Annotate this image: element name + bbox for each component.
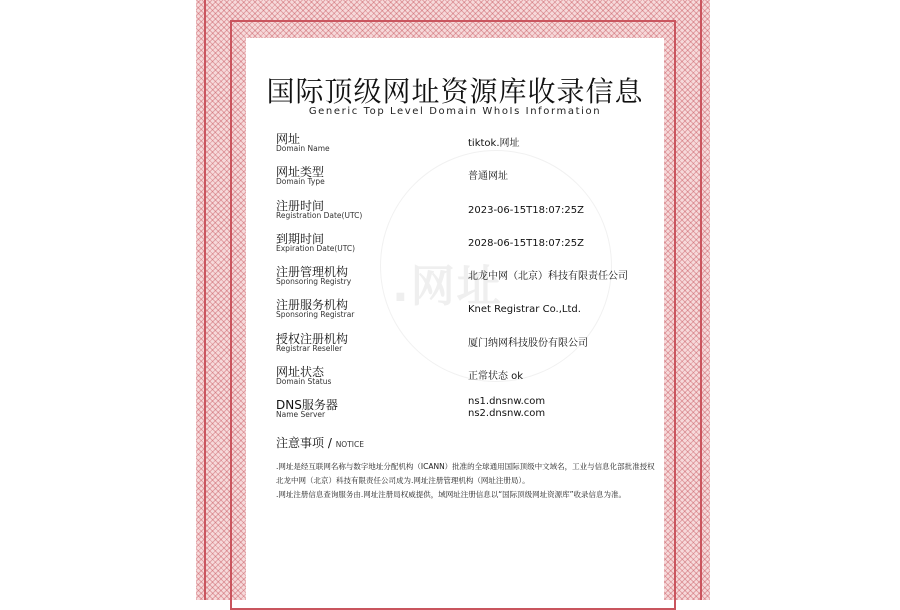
field-value-line: 普通网址: [468, 171, 508, 182]
field-label: 注册管理机构: [276, 265, 349, 279]
field-value: [468, 304, 581, 316]
field-label-en: Domain Status: [276, 377, 332, 386]
field-value: [468, 238, 584, 250]
whois-row: [276, 263, 656, 293]
field-label-en: Registration Date(UTC): [276, 211, 363, 220]
field-value: [468, 371, 523, 383]
field-label-en: Sponsoring Registry: [276, 277, 352, 286]
field-value: [468, 271, 628, 283]
watermark-text: .网址: [392, 261, 503, 312]
field-label-en: Expiration Date(UTC): [276, 244, 356, 253]
field-label-en: Name Server: [276, 410, 326, 419]
field-label: DNS服务器: [276, 398, 338, 412]
notice-paragraph: .网址注册信息查询服务由.网址注册局权威提供，域网址注册信息以“国际顶级网址资源库”收录信息为准。: [276, 490, 627, 499]
notice-title-zh: 注意事项 /: [276, 436, 332, 450]
whois-row: [276, 330, 656, 360]
field-value-line: 2028-06-15T18:07:25Z: [468, 238, 584, 249]
field-value: [468, 338, 588, 350]
whois-row: [276, 296, 656, 326]
field-value-line: 正常状态 ok: [468, 371, 524, 382]
field-value: [468, 171, 508, 183]
field-label-en: Domain Type: [276, 177, 325, 186]
whois-row: [276, 197, 656, 227]
whois-row: [276, 163, 656, 193]
field-value-line: 厦门纳网科技股份有限公司: [468, 338, 588, 349]
field-label-en: Sponsoring Registrar: [276, 310, 355, 319]
field-label: 网址类型: [276, 165, 325, 179]
notice-heading: [276, 434, 364, 451]
field-label: 注册服务机构: [276, 298, 349, 312]
field-value-line: Knet Registrar Co.,Ltd.: [468, 304, 581, 315]
field-value-line: ns1.dnsnw.com: [468, 396, 546, 407]
field-value-line: tiktok.网址: [468, 138, 520, 149]
notice-body: [276, 460, 658, 502]
field-value: [468, 205, 584, 217]
whois-row: [276, 230, 656, 260]
page-subtitle: Generic Top Level Domain WhoIs Information: [308, 106, 602, 117]
whois-row: [276, 130, 656, 160]
field-label-en: Registrar Reseller: [276, 344, 343, 353]
field-value: [468, 396, 545, 420]
field-label: 授权注册机构: [276, 332, 349, 346]
field-value-line: ns2.dnsnw.com: [468, 408, 546, 419]
notice-paragraph: .网址是经互联网名称与数字地址分配机构（ICANN）批准的全球通用国际顶级中文域名，工业与信息化部批准授权北龙中网（北京）科技有限责任公司成为.网址注册管理机构（网址注册局）。: [276, 462, 655, 485]
field-label: 网址: [276, 132, 301, 146]
field-label-en: Domain Name: [276, 144, 330, 153]
whois-row: [276, 396, 656, 426]
notice-title-en: NOTICE: [335, 440, 364, 449]
page-title: 国际顶级网址资源库收录信息: [266, 75, 644, 108]
field-value-line: 2023-06-15T18:07:25Z: [468, 205, 584, 216]
field-value-line: 北龙中网（北京）科技有限责任公司: [468, 271, 628, 282]
field-label: 到期时间: [276, 232, 325, 246]
field-value: [468, 138, 520, 150]
field-label: 网址状态: [276, 365, 325, 379]
whois-row: [276, 363, 656, 393]
field-label: 注册时间: [276, 199, 325, 213]
